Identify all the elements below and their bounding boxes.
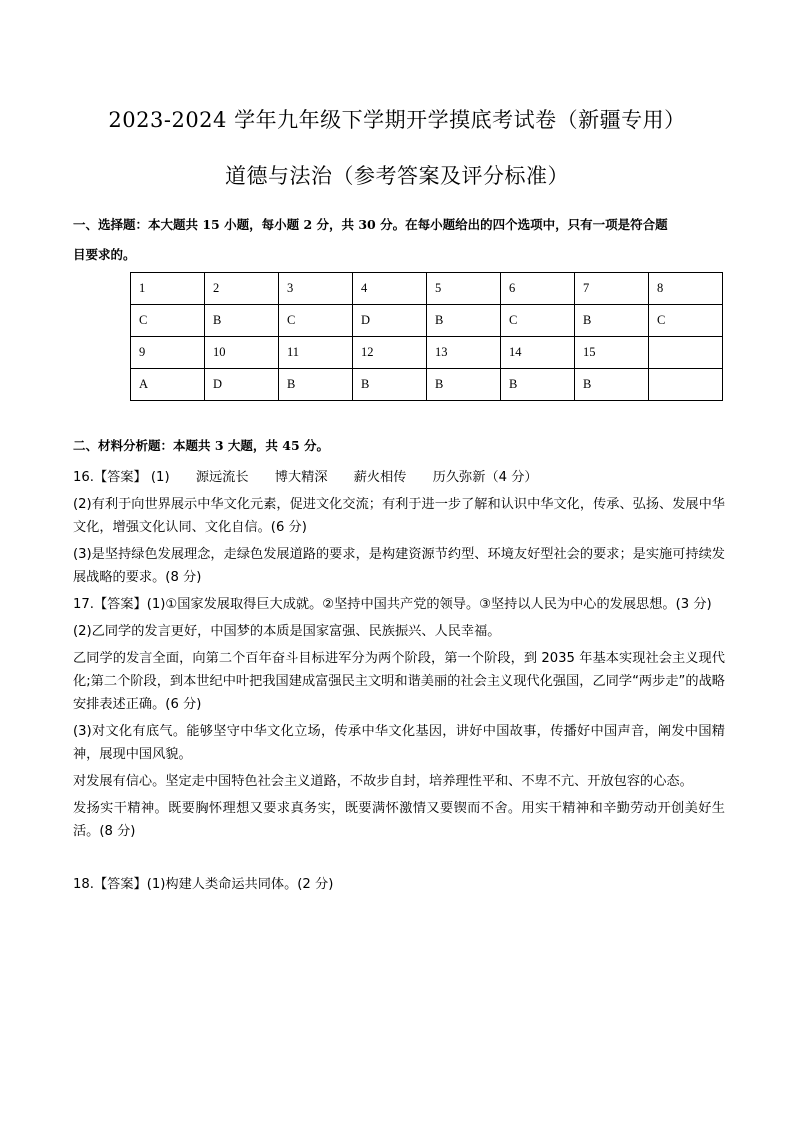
answer-table-cell: B: [501, 369, 575, 401]
answer-table-cell: 10: [205, 337, 279, 369]
answer-table-cell: B: [575, 369, 649, 401]
answer-table-cell: C: [649, 305, 723, 337]
answer-table-row: [131, 337, 723, 369]
answer-table-cell: 2: [205, 273, 279, 305]
answer-table-cell: B: [575, 305, 649, 337]
answer-table-cell: B: [279, 369, 353, 401]
answer-table-cell: 11: [279, 337, 353, 369]
answer-table-row: [131, 305, 723, 337]
answer-table-cell: 15: [575, 337, 649, 369]
answer-table-cell: [649, 337, 723, 369]
answer-table-cell: [649, 369, 723, 401]
answer-table-row: [131, 273, 723, 305]
answer-table-cell: C: [279, 305, 353, 337]
answer-table-cell: 4: [353, 273, 427, 305]
q16-item: 历久弥新（4 分）: [432, 470, 538, 485]
answer-table-cell: 14: [501, 337, 575, 369]
answer-table-cell: C: [501, 305, 575, 337]
answers-body: [73, 466, 725, 896]
page-subtitle: 道德与法治（参考答案及评分标准）: [225, 164, 569, 188]
q16-item: 博大精深: [274, 470, 328, 485]
answer-table-cell: B: [427, 305, 501, 337]
answer-table-cell: 1: [131, 273, 205, 305]
q17-part2: (2)乙同学的发言更好，中国梦的本质是国家富强、民族振兴、人民幸福。: [73, 624, 501, 639]
page-title: 2023-2024 学年九年级下学期开学摸底考试卷（新疆专用）: [108, 108, 686, 132]
answer-table-cell: 6: [501, 273, 575, 305]
answer-table-cell: 8: [649, 273, 723, 305]
q16-item: 源远流长: [195, 470, 249, 485]
answer-table-cell: C: [131, 305, 205, 337]
answer-table-cell: D: [353, 305, 427, 337]
section1-heading-line1: 一、选择题：本大题共 15 小题，每小题 2 分，共 30 分。在每小题给出的四个选项中，只有一项是符合题: [73, 217, 668, 232]
answer-table-cell: 3: [279, 273, 353, 305]
answer-table: [130, 272, 723, 401]
section2-heading: 二、材料分析题：本题共 3 大题，共 45 分。: [73, 438, 330, 453]
q17-part3-detail: 对发展有信心。坚定走中国特色社会主义道路，不故步自封，培养理性平和、不卑不亢、开放包容的心态。: [73, 774, 693, 789]
answer-table-cell: 5: [427, 273, 501, 305]
q16-item: 薪火相传: [353, 470, 407, 485]
q16-part3: (3)是坚持绿色发展理念，走绿色发展道路的要求，是构建资源节约型、环境友好型社会的要求；是实施可持续发展战略的要求。(8 分): [73, 547, 725, 585]
answer-table-cell: B: [205, 305, 279, 337]
section1-heading-line2: 目要求的。: [73, 247, 136, 262]
answer-table-cell: 13: [427, 337, 501, 369]
q16-part2: (2)有利于向世界展示中华文化元素，促进文化交流；有利于进一步了解和认识中华文化，传承、弘扬、发展中华文化，增强文化认同、文化自信。(6 分): [73, 497, 725, 535]
q17-part1: 17.【答案】(1)①国家发展取得巨大成就。②坚持中国共产党的领导。③坚持以人民为中心的发展思想。(3 分): [73, 597, 712, 612]
q17-part3-detail: 发扬实干精神。既要胸怀理想又要求真务实，既要满怀激情又要锲而不舍。用实干精神和辛勤劳动开创美好生活。(8 分): [73, 801, 725, 839]
q16-line1: [73, 466, 725, 489]
answer-table-cell: D: [205, 369, 279, 401]
section1-heading: [73, 212, 733, 268]
answer-table-cell: 12: [353, 337, 427, 369]
answer-table-cell: B: [353, 369, 427, 401]
answer-table-cell: 9: [131, 337, 205, 369]
answer-table-row: [131, 369, 723, 401]
answer-table-cell: A: [131, 369, 205, 401]
answer-table-cell: B: [427, 369, 501, 401]
q17-part2-detail: 乙同学的发言全面，向第二个百年奋斗目标进军分为两个阶段，第一个阶段，到 2035 年基本实现社会主义现代化;第二个阶段，到本世纪中叶把我国建成富强民主文明和谐美丽的社会主义现代化强国，乙同学“两步走”的战略安排表述正确。(6 分): [73, 651, 725, 712]
q18-part1: 18.【答案】(1)构建人类命运共同体。(2 分): [73, 877, 334, 892]
q17-part3: (3)对文化有底气。能够坚守中华文化立场，传承中华文化基因，讲好中国故事，传播好中国声音，阐发中国精神，展现中国风貌。: [73, 724, 725, 762]
answer-table-cell: 7: [575, 273, 649, 305]
q16-prefix: 16.【答案】 (1): [73, 470, 170, 485]
